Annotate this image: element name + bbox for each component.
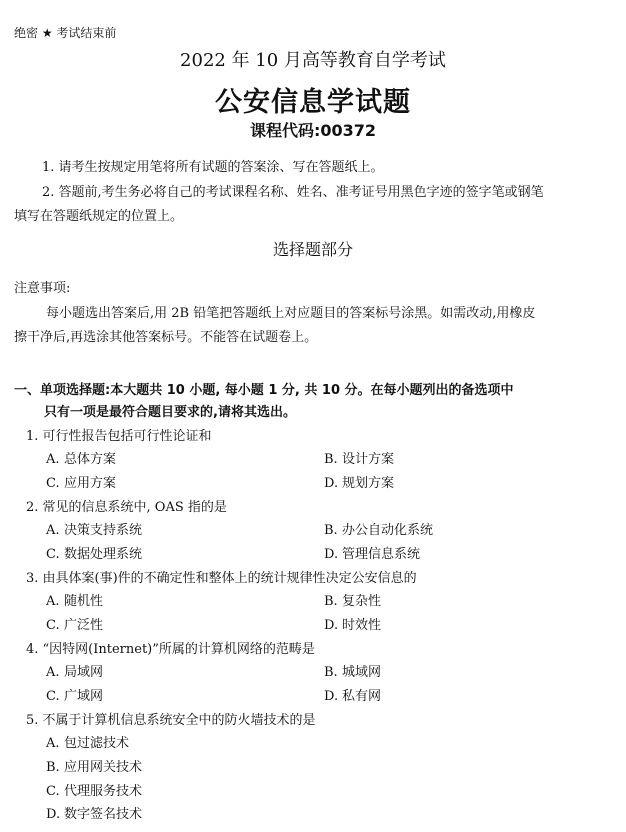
page-title: 公安信息学试题 bbox=[215, 87, 411, 118]
question-3-option-a bbox=[46, 590, 103, 609]
option-key: B. bbox=[324, 665, 338, 680]
option-text: 应用网关技术 bbox=[64, 760, 143, 775]
question-3-stem: 3. 由具体案(事)件的不确定性和整体上的统计规律性决定公安信息的 bbox=[26, 571, 417, 586]
question-2-option-b bbox=[324, 519, 433, 538]
exam-name: 2022 年 10 月高等教育自学考试 bbox=[180, 50, 446, 71]
option-text: 数字签名技术 bbox=[64, 807, 143, 822]
question-4-option-c bbox=[46, 685, 103, 704]
option-text: 广泛性 bbox=[64, 618, 104, 633]
attention-label: 注意事项: bbox=[14, 281, 71, 296]
option-key: A. bbox=[46, 736, 60, 751]
notice-2: 2. 答题前,考生务必将自己的考试课程名称、姓名、准考证号用黑色字迹的签字笔或钢笔 bbox=[42, 185, 544, 200]
option-key: B. bbox=[46, 760, 60, 775]
option-text: 复杂性 bbox=[342, 594, 382, 609]
option-text: 城域网 bbox=[342, 665, 382, 680]
question-3-option-d bbox=[324, 614, 381, 633]
question-2-stem: 2. 常见的信息系统中, OAS 指的是 bbox=[26, 500, 227, 515]
question-1-stem: 1. 可行性报告包括可行性论证和 bbox=[26, 429, 212, 444]
question-4-option-d bbox=[324, 685, 381, 704]
question-5-option-c bbox=[46, 780, 142, 799]
option-text: 应用方案 bbox=[64, 476, 117, 491]
question-4-option-a bbox=[46, 661, 103, 680]
option-key: A. bbox=[46, 523, 60, 538]
option-text: 随机性 bbox=[64, 594, 104, 609]
option-key: D. bbox=[324, 689, 339, 704]
attention-line-2: 擦干净后,再选涂其他答案标号。不能答在试题卷上。 bbox=[14, 330, 318, 345]
option-text: 总体方案 bbox=[64, 452, 117, 467]
question-2-option-c bbox=[46, 543, 142, 562]
question-1-option-a bbox=[46, 448, 116, 467]
option-key: A. bbox=[46, 452, 60, 467]
part-heading: 一、单项选择题:本大题共 10 小题, 每小题 1 分, 共 10 分。在每小题列出的备选项中 bbox=[14, 383, 514, 398]
option-key: C. bbox=[46, 476, 60, 491]
question-2-option-a bbox=[46, 519, 142, 538]
option-key: D. bbox=[324, 618, 339, 633]
option-text: 管理信息系统 bbox=[342, 547, 421, 562]
option-key: C. bbox=[46, 618, 60, 633]
attention-line-1: 每小题选出答案后,用 2B 铅笔把答题纸上对应题目的答案标号涂黑。如需改动,用橡皮 bbox=[46, 306, 536, 321]
option-key: D. bbox=[46, 807, 61, 822]
option-text: 规划方案 bbox=[342, 476, 395, 491]
option-text: 广域网 bbox=[64, 689, 104, 704]
option-text: 私有网 bbox=[342, 689, 382, 704]
question-3-option-b bbox=[324, 590, 381, 609]
option-text: 包过滤技术 bbox=[64, 736, 130, 751]
question-1-option-d bbox=[324, 472, 394, 491]
course-code: 课程代码:00372 bbox=[249, 121, 377, 140]
option-key: B. bbox=[324, 523, 338, 538]
notice-2-cont: 填写在答题纸规定的位置上。 bbox=[14, 209, 184, 224]
option-key: B. bbox=[324, 452, 338, 467]
confidential-label: 绝密 ★ 考试结束前 bbox=[14, 26, 117, 40]
question-1-option-c bbox=[46, 472, 116, 491]
option-key: C. bbox=[46, 784, 60, 799]
option-key: D. bbox=[324, 476, 339, 491]
option-key: B. bbox=[324, 594, 338, 609]
option-key: A. bbox=[46, 594, 60, 609]
option-text: 代理服务技术 bbox=[64, 784, 143, 799]
option-key: C. bbox=[46, 547, 60, 562]
option-key: C. bbox=[46, 689, 60, 704]
option-text: 数据处理系统 bbox=[64, 547, 143, 562]
option-text: 时效性 bbox=[342, 618, 382, 633]
question-2-option-d bbox=[324, 543, 420, 562]
question-5-stem: 5. 不属于计算机信息系统安全中的防火墙技术的是 bbox=[26, 713, 316, 728]
option-text: 局域网 bbox=[64, 665, 104, 680]
question-4-option-b bbox=[324, 661, 381, 680]
section-title: 选择题部分 bbox=[272, 240, 353, 259]
question-5-option-b bbox=[46, 756, 142, 775]
option-key: D. bbox=[324, 547, 339, 562]
option-text: 决策支持系统 bbox=[64, 523, 143, 538]
question-5-option-a bbox=[46, 732, 129, 751]
option-key: A. bbox=[46, 665, 60, 680]
option-text: 办公自动化系统 bbox=[342, 523, 434, 538]
part-heading-cont: 只有一项是最符合题目要求的,请将其选出。 bbox=[44, 405, 296, 420]
option-text: 设计方案 bbox=[342, 452, 395, 467]
question-4-stem: 4. “因特网(Internet)”所属的计算机网络的范畴是 bbox=[26, 642, 315, 657]
question-3-option-c bbox=[46, 614, 103, 633]
question-5-option-d bbox=[46, 803, 142, 822]
question-1-option-b bbox=[324, 448, 394, 467]
notice-1: 1. 请考生按规定用笔将所有试题的答案涂、写在答题纸上。 bbox=[42, 160, 384, 175]
